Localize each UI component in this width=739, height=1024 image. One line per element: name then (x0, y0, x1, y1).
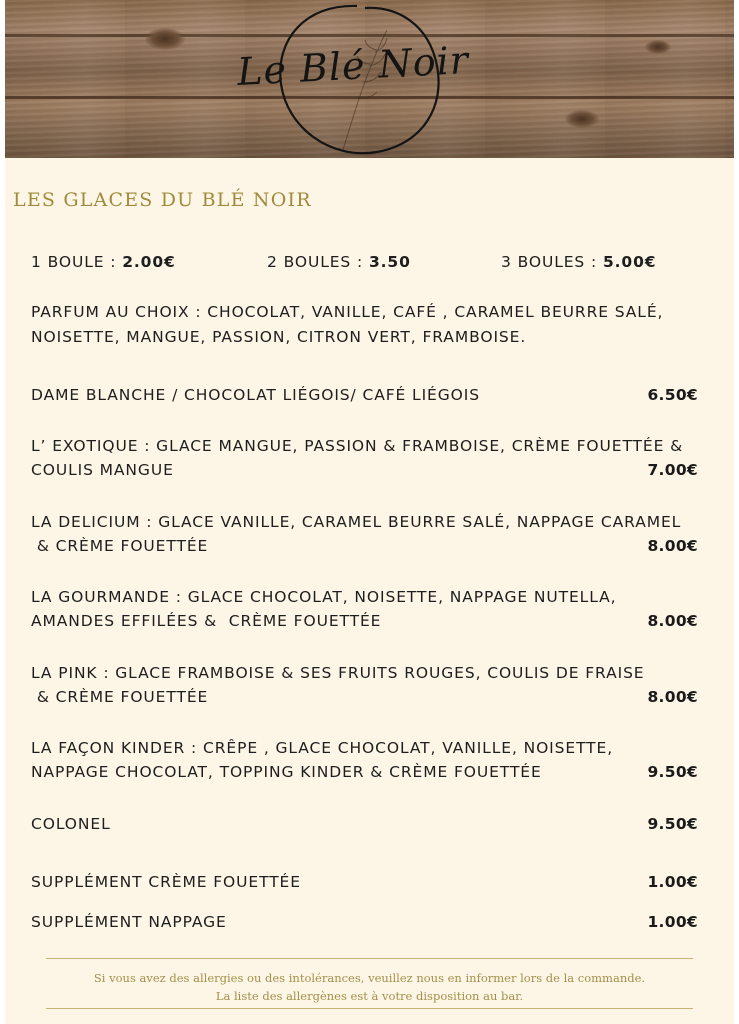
item-description: LA FAÇON KINDER : CRÊPE , GLACE CHOCOLAT, VANILLE, NOISETTE, (31, 739, 614, 757)
item-description: COLONEL (31, 815, 111, 833)
wood-banner (5, 0, 734, 158)
item-description: DAME BLANCHE / CHOCOLAT LIÉGOIS/ CAFÉ LIÉGOIS (31, 386, 480, 404)
item-price: 8.00€ (647, 612, 698, 630)
item-description: L’ EXOTIQUE : GLACE MANGUE, PASSION & FRAMBOISE, CRÈME FOUETTÉE & (31, 437, 684, 455)
menu-page (5, 0, 734, 1024)
item-description: SUPPLÉMENT NAPPAGE (31, 913, 227, 931)
item-description: LA PINK : GLACE FRAMBOISE & SES FRUITS ROUGES, COULIS DE FRAISE (31, 664, 645, 682)
item-description-cont: & CRÈME FOUETTÉE (31, 688, 209, 706)
logo-text: Le Blé Noir (236, 37, 470, 95)
item-price: 1.00€ (647, 873, 698, 891)
item-description-cont: NAPPAGE CHOCOLAT, TOPPING KINDER & CRÈME FOUETTÉE (31, 763, 542, 781)
scoop-price: 5.00€ (602, 253, 657, 271)
item-description-cont: & CRÈME FOUETTÉE (31, 537, 209, 555)
section-title: LES GLACES DU BLÉ NOIR (13, 189, 312, 211)
item-description: LA DELICIUM : GLACE VANILLE, CARAMEL BEURRE SALÉ, NAPPAGE CARAMEL (31, 513, 682, 531)
item-price: 9.50€ (647, 815, 698, 833)
scoop-price-3 (501, 250, 656, 274)
item-price: 9.50€ (647, 763, 698, 781)
scoop-label: 3 BOULES : (501, 253, 603, 271)
scoop-price: 3.50 (368, 253, 411, 271)
footer-divider (46, 958, 693, 959)
scoop-label: 2 BOULES : (267, 253, 369, 271)
item-description: SUPPLÉMENT CRÈME FOUETTÉE (31, 873, 301, 891)
scoop-price: 2.00€ (122, 253, 176, 271)
allergy-note: Si vous avez des allergies ou des intolérances, veuillez nous en informer lors de la commande. (93, 971, 646, 985)
scoop-price-1 (31, 250, 176, 274)
allergen-list-note: La liste des allergènes est à votre disposition au bar. (215, 989, 524, 1003)
item-description-cont: COULIS MANGUE (31, 461, 174, 479)
scoop-label: 1 BOULE : (31, 253, 123, 271)
scoop-price-2 (267, 250, 411, 274)
item-price: 7.00€ (647, 461, 698, 479)
flavors-line-2: NOISETTE, MANGUE, PASSION, CITRON VERT, FRAMBOISE. (31, 328, 527, 346)
item-description-cont: AMANDES EFFILÉES & CRÈME FOUETTÉE (31, 612, 382, 630)
item-description: LA GOURMANDE : GLACE CHOCOLAT, NOISETTE, NAPPAGE NUTELLA, (31, 588, 617, 606)
flavors-line-1: PARFUM AU CHOIX : CHOCOLAT, VANILLE, CAFÉ , CARAMEL BEURRE SALÉ, (31, 303, 664, 321)
item-price: 8.00€ (647, 688, 698, 706)
item-price: 8.00€ (647, 537, 698, 555)
item-price: 6.50€ (647, 386, 698, 404)
footer-divider (46, 1008, 693, 1009)
item-price: 1.00€ (647, 913, 698, 931)
